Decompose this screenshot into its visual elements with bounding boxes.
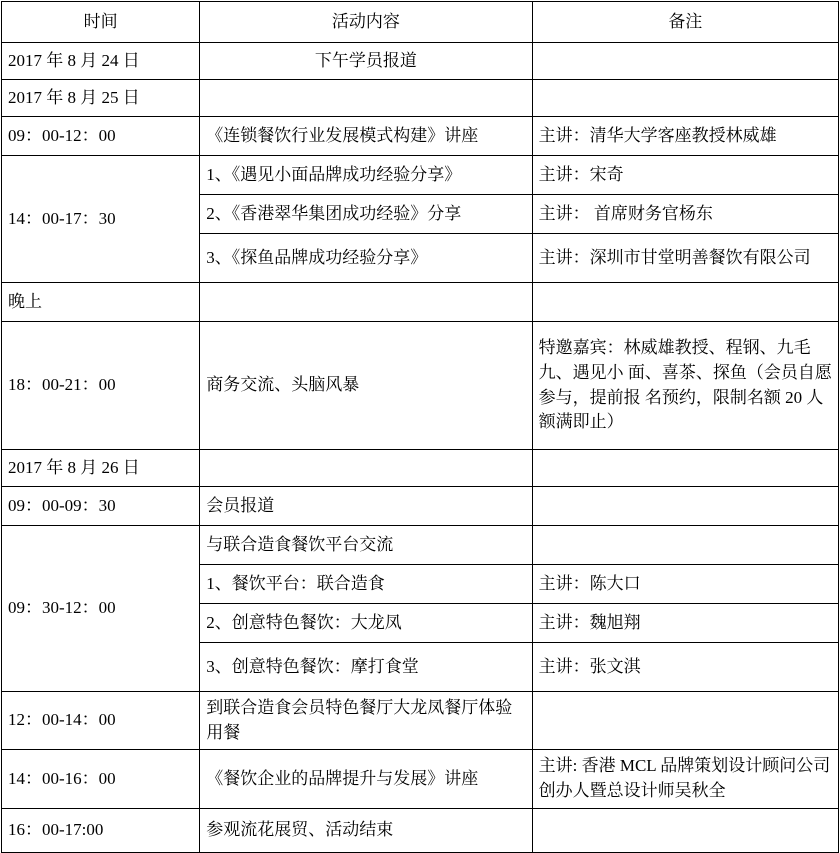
column-header-remark: 备注	[532, 2, 838, 43]
cell-time: 16：00-17:00	[2, 808, 200, 852]
table-row	[2, 117, 839, 156]
cell-remark: 主讲: 香港 MCL 品牌策划设计顾问公司创办人暨总设计师吴秋全	[532, 750, 838, 808]
cell-time: 2017 年 8 月 25 日	[2, 80, 200, 117]
cell-remark: 主讲：魏旭翔	[532, 604, 838, 643]
cell-content: 1、《遇见小面品牌成功经验分享》	[200, 156, 532, 195]
cell-content: 参观流花展贸、活动结束	[200, 808, 532, 852]
cell-remark	[532, 526, 838, 565]
schedule-table	[1, 1, 839, 853]
cell-remark	[532, 80, 838, 117]
table-body	[2, 43, 839, 853]
column-header-time: 时间	[2, 2, 200, 43]
cell-content: 2、《香港翠华集团成功经验》分享	[200, 195, 532, 234]
schedule-document	[0, 1, 840, 839]
cell-content: 与联合造食餐饮平台交流	[200, 526, 532, 565]
table-row	[2, 692, 839, 750]
cell-time: 2017 年 8 月 24 日	[2, 43, 200, 80]
table-row	[2, 283, 839, 322]
cell-time: 09：00-12：00	[2, 117, 200, 156]
cell-time: 09：30-12：00	[2, 526, 200, 692]
table-header-row	[2, 2, 839, 43]
cell-remark	[532, 450, 838, 487]
cell-remark: 主讲：深圳市甘堂明善餐饮有限公司	[532, 234, 838, 283]
cell-remark	[532, 283, 838, 322]
cell-remark: 主讲：宋奇	[532, 156, 838, 195]
cell-content	[200, 450, 532, 487]
table-row	[2, 43, 839, 80]
table-header	[2, 2, 839, 43]
cell-time: 18：00-21：00	[2, 322, 200, 450]
cell-content: 1、餐饮平台：联合造食	[200, 565, 532, 604]
cell-content: 会员报道	[200, 487, 532, 526]
table-row	[2, 487, 839, 526]
cell-time: 晚上	[2, 283, 200, 322]
cell-remark	[532, 692, 838, 750]
cell-content: 2、创意特色餐饮：大龙凤	[200, 604, 532, 643]
table-row	[2, 80, 839, 117]
cell-remark	[532, 43, 838, 80]
column-header-content: 活动内容	[200, 2, 532, 43]
cell-remark: 主讲：陈大口	[532, 565, 838, 604]
cell-remark	[532, 487, 838, 526]
cell-content: 3、《探鱼品牌成功经验分享》	[200, 234, 532, 283]
cell-content: 下午学员报道	[200, 43, 532, 80]
cell-remark: 主讲：清华大学客座教授林威雄	[532, 117, 838, 156]
table-row	[2, 450, 839, 487]
cell-time: 12：00-14：00	[2, 692, 200, 750]
cell-remark: 特邀嘉宾：林威雄教授、程钢、九毛九、遇见小 面、喜茶、探鱼（会员自愿参与，提前报 名预约，限制名额 20 人额满即止）	[532, 322, 838, 450]
cell-remark	[532, 808, 838, 852]
table-row	[2, 156, 839, 195]
cell-remark: 主讲： 首席财务官杨东	[532, 195, 838, 234]
table-row	[2, 750, 839, 808]
cell-content: 《连锁餐饮行业发展模式构建》讲座	[200, 117, 532, 156]
cell-content: 《餐饮企业的品牌提升与发展》讲座	[200, 750, 532, 808]
cell-content: 商务交流、头脑风暴	[200, 322, 532, 450]
cell-time: 2017 年 8 月 26 日	[2, 450, 200, 487]
table-row	[2, 808, 839, 852]
cell-time: 14：00-17：30	[2, 156, 200, 283]
cell-time: 14：00-16：00	[2, 750, 200, 808]
cell-content: 到联合造食会员特色餐厅大龙凤餐厅体验用餐	[200, 692, 532, 750]
table-row	[2, 322, 839, 450]
cell-time: 09：00-09：30	[2, 487, 200, 526]
cell-content	[200, 80, 532, 117]
table-row	[2, 526, 839, 565]
cell-content: 3、创意特色餐饮：摩打食堂	[200, 643, 532, 692]
cell-content	[200, 283, 532, 322]
cell-remark: 主讲：张文淇	[532, 643, 838, 692]
